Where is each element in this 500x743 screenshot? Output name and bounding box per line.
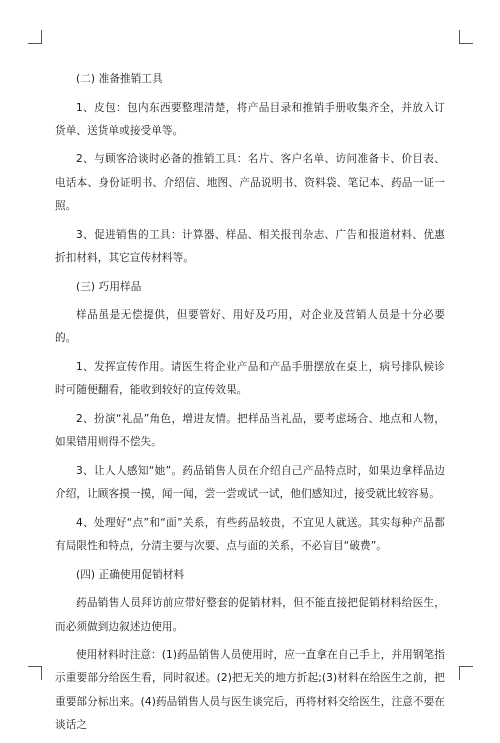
section-heading-tools: (二) 准备推销工具 [76,73,163,85]
paragraph-negotiation-tools: 2、与顾客洽谈时必备的推销工具：名片、客户名单、访问准备卡、价目表、电话本、身份证明书、介绍信、地图、产品说明书、资料袋、笔记本、药品一证一照。 [55,153,445,213]
paragraph-briefcase: 1、皮包：包内东西要整理清楚，将产品目录和推销手册收集齐全，并放入订货单、送货单或接受单等。 [55,101,445,137]
paragraph-materials-intro: 药品销售人员拜访前应带好整套的促销材料，但不能直接把促销材料给医生，而必须做到边叙述边使用。 [55,597,445,633]
paragraph-materials-notes: 使用材料时注意：(1)药品销售人员使用时，应一直拿在自己手上，并用钢笔指示重要部分给医生看，同时叙述。(2)把无关的地方折起;(3)材料在给医生之前，把重要部分标出来。(4)药品销售人员与医生谈完后，再将材料交给医生，注意不要在谈话之 [55,649,445,731]
crop-mark-bottom-right [459,666,473,680]
paragraph-samples-perception: 3、让人人感知“她”。药品销售人员在介绍自己产品特点时，如果边拿样品边介绍，让顾客摸一摸，闻一闻，尝一尝或试一试，他们感知过，接受就比较容易。 [55,464,445,501]
paragraph-samples-intro: 样品虽是无偿提供，但要管好、用好及巧用，对企业及营销人员是十分必要的。 [55,309,445,345]
section-heading-samples: (三) 巧用样品 [76,280,142,293]
crop-mark-bottom-left [28,666,42,680]
crop-mark-top-right [459,30,473,44]
document-body [55,68,445,743]
paragraph-samples-publicity: 1、发挥宣传作用。请医生将企业产品和产品手册摆放在桌上，病号排队候诊时可随便翻看，能收到较好的宣传效果。 [55,361,445,397]
crop-mark-top-left [28,30,42,44]
paragraph-samples-point-surface: 4、处理好“点”和“面”关系，有些药品较贵，不宜见人就送。其实每种产品都有局限性和特点，分清主要与次要、点与面的关系，不必盲目“破费”。 [55,516,445,553]
paragraph-promotion-tools: 3、促进销售的工具：计算器、样品、相关报刊杂志、广告和报道材料、优惠折扣材料，其它宣传材料等。 [55,228,445,264]
paragraph-samples-gift: 2、扮演“礼品”角色，增进友情。把样品当礼品，要考虑场合、地点和人物，如果错用则得不偿失。 [55,412,445,449]
section-heading-materials: (四) 正确使用促销材料 [76,568,185,581]
